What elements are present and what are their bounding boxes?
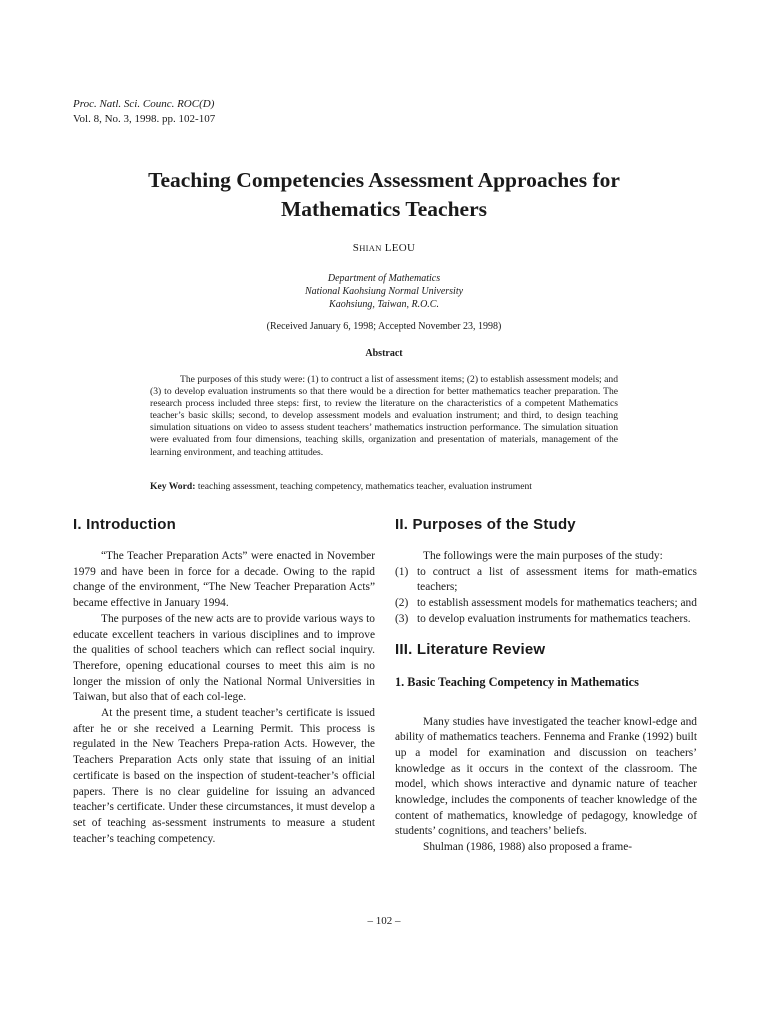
list-text: to establish assessment models for mathematics teachers; and <box>417 597 697 610</box>
purposes-list <box>395 565 697 628</box>
author-initial: S <box>352 242 360 254</box>
section-heading-introduction: I. Introduction <box>73 516 176 533</box>
title-line-2: Mathematics Teachers <box>280 197 487 221</box>
paper-title <box>0 166 768 224</box>
author-last: LEOU <box>384 242 416 254</box>
keywords <box>150 481 618 493</box>
list-number: (1) <box>395 565 409 578</box>
subsection-heading: 1. Basic Teaching Competency in Mathematics <box>395 674 639 689</box>
abstract-heading: Abstract <box>365 348 403 359</box>
list-item <box>395 565 697 596</box>
journal-volume: Vol. 8, No. 3, 1998. pp. 102-107 <box>73 113 216 125</box>
title-line-1: Teaching Competencies Assessment Approaches for <box>148 168 620 192</box>
page-number: – 102 – <box>367 915 401 927</box>
received-dates: (Received January 6, 1998; Accepted November 23, 1998) <box>266 321 502 332</box>
section-heading-purposes: II. Purposes of the Study <box>395 516 576 533</box>
affiliation-line: Department of Mathematics <box>327 273 441 284</box>
purposes-intro: The followings were the main purposes of the study: <box>423 550 663 562</box>
affiliation <box>0 272 768 311</box>
keywords-text: teaching assessment, teaching competency, mathematics teacher, evaluation instrument <box>197 481 532 492</box>
affiliation-line: National Kaohsiung Normal University <box>304 286 464 297</box>
abstract-text: The purposes of this study were: (1) to contruct a list of assessment items; (2) to establish assessment models; and (3) to develop evaluation instruments so that there would be a direction for better mathematics teacher preparation. The research process included three steps: first, to review the literature on the characteristics of a competent Mathematics teacher’s basic skills; second, to develop assessment models and evaluation instrument; and third, to design teaching simulation situations on video to assess student teachers’ mathematics instruction performance. The simulation situation were evaluated from four dimensions, teaching skills, organization and presentation of materials, management of the learning environment, and teaching attitudes. <box>150 374 618 458</box>
paragraph: Many studies have investigated the teacher knowl-edge and ability of mathematics teachers. Fennema and Franke (1992) built up a model for examination and discussion on teachers’ knowledge as it occurs in the context of the classroom. The model, which shows interactive and dynamic nature of teacher knowledge, includes the components of teacher knowledge of the content of mathematics, knowledge of pedagogy, knowledge of students’ cognitions, and teachers’ beliefs. <box>395 715 697 838</box>
paragraph: At the present time, a student teacher’s certificate is issued after he or she received a Learning Permit. This process is regulated in the New Teachers Prepa-ration Acts. However, the Teachers Preparation Acts only state that issuing of an initial certificate is based on the inspection of student-teacher’s official papers. There is no clear guideline for issuing an advanced teacher’s certificate. Under these circumstances, it must develop a set of teaching as-sessment instruments to measure a student teacher’s teaching competency. <box>73 707 375 845</box>
right-column <box>395 515 697 856</box>
paragraph: Shulman (1986, 1988) also proposed a frame- <box>423 841 633 854</box>
keywords-label: Key Word: <box>150 481 196 492</box>
section-heading-literature-review: III. Literature Review <box>395 640 546 658</box>
paragraph: “The Teacher Preparation Acts” were enacted in November 1979 and have been in force for a decade. Owing to the rapid change of the environment, “The New Teacher Preparation Acts” became effective in January 1994. <box>73 550 375 610</box>
journal-name: Proc. Natl. Sci. Counc. ROC(D) <box>73 98 215 110</box>
affiliation-line: Kaohsiung, Taiwan, R.O.C. <box>329 299 439 310</box>
left-column <box>73 515 375 847</box>
author-name <box>0 242 768 254</box>
list-number: (2) <box>395 597 409 610</box>
paragraph: The purposes of the new acts are to provide various ways to educate excellent teachers in various disciplines and to improve the qualities of school teachers which can reflect social inquiry. Therefore, opening educational courses to meet this aim is no longer the mission of only the National Normal Universities in Taiwan, but also that of each col-lege. <box>73 612 375 704</box>
list-item <box>395 596 697 612</box>
list-text: to develop evaluation instruments for mathematics teachers. <box>417 612 691 625</box>
list-text: to contruct a list of assessment items for math-ematics teachers; <box>417 565 697 594</box>
list-item <box>395 612 697 628</box>
journal-citation <box>73 97 215 127</box>
list-number: (3) <box>395 612 409 625</box>
author-first-rest: HIAN <box>359 243 382 253</box>
